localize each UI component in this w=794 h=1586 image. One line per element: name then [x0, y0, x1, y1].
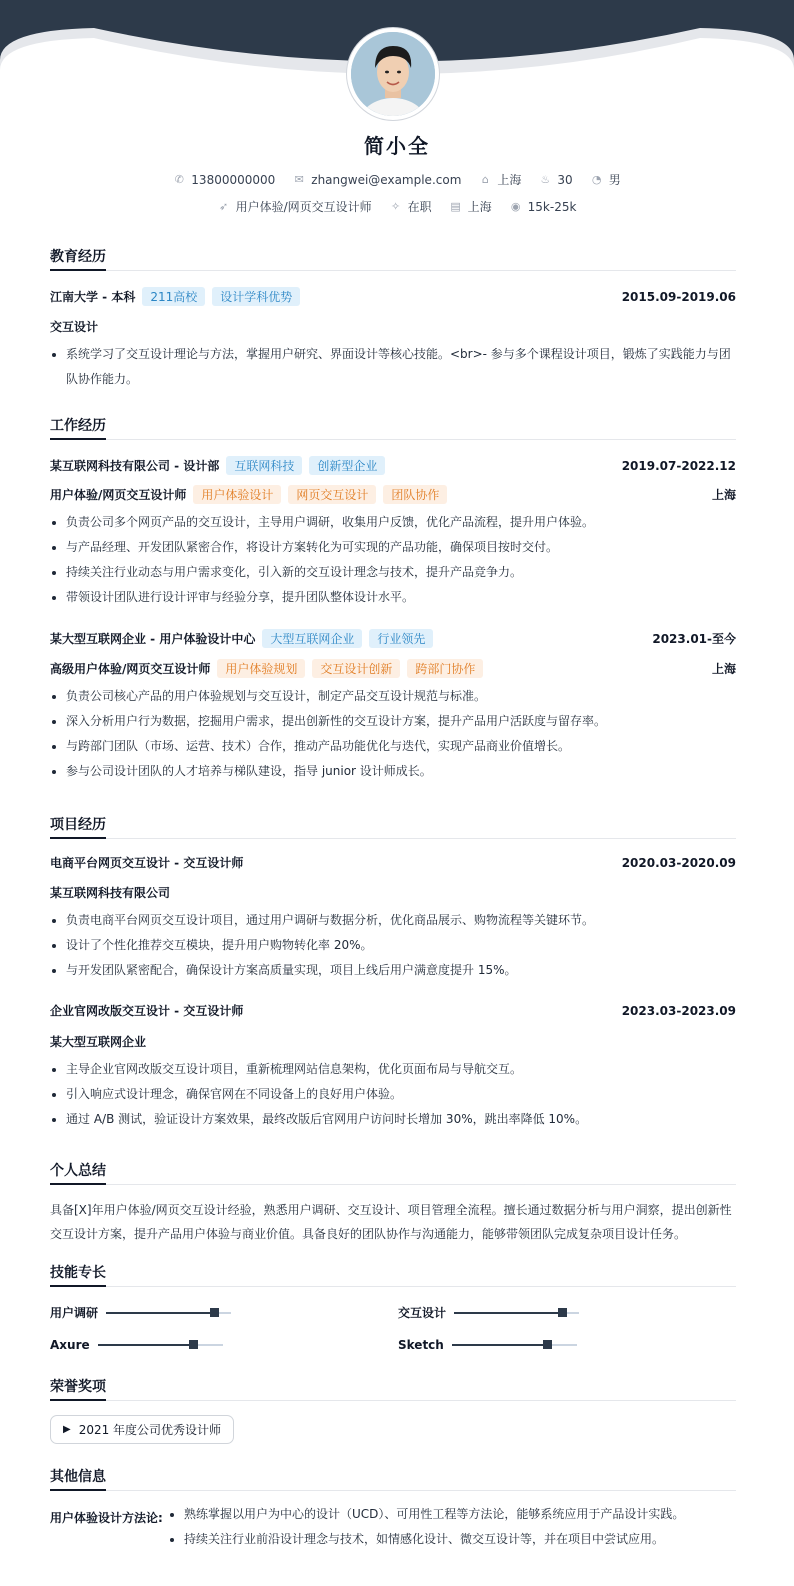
work-date: 2023.01-至今 — [652, 632, 736, 646]
company-tag: 大型互联网企业 — [262, 629, 362, 648]
role-title: 用户体验/网页交互设计师 — [50, 488, 187, 502]
list-item: 与跨部门团队（市场、运营、技术）合作，推动产品功能优化与迭代，实现产品商业价值增长。 — [50, 734, 736, 759]
skill-bar — [98, 1344, 223, 1346]
award-item[interactable] — [50, 1415, 234, 1444]
work-date: 2019.07-2022.12 — [621, 458, 736, 473]
coin-icon: ◉ — [510, 199, 521, 213]
school-tag: 211高校 — [142, 287, 205, 306]
other-label: 用户体验设计方法论: — [50, 1511, 163, 1525]
list-item: 持续关注行业前沿设计理念与技术，如情感化设计、微交互设计等，并在项目中尝试应用。 — [168, 1527, 738, 1552]
project-header — [50, 1002, 736, 1019]
list-item: 与产品经理、开发团队紧密合作，将设计方案转化为可实现的产品功能，确保项目按时交付。 — [50, 535, 736, 560]
skill-item — [398, 1304, 579, 1321]
school-name: 江南大学 - 本科 — [50, 290, 136, 304]
section-title-other: 其他信息 — [50, 1466, 736, 1491]
list-item: 深入分析用户行为数据，挖掘用户需求，提出创新性的交互设计方案，提升产品用户活跃度与留存率。 — [50, 709, 736, 734]
target-city-text: 上海 — [467, 200, 492, 214]
gender-icon: ◔ — [591, 172, 602, 186]
work-bullets — [50, 684, 736, 784]
work-role-row — [50, 659, 736, 678]
job-intent-row — [0, 198, 794, 215]
section-title-projects: 项目经历 — [50, 814, 736, 839]
section-title-summary: 个人总结 — [50, 1160, 736, 1185]
company-tag: 行业领先 — [369, 629, 433, 648]
work-header — [50, 629, 736, 648]
email-text: zhangwei@example.com — [311, 172, 462, 187]
building-icon: ▤ — [450, 199, 461, 213]
education-date: 2015.09-2019.06 — [621, 289, 736, 304]
role-title: 高级用户体验/网页交互设计师 — [50, 662, 211, 676]
project-date: 2023.03-2023.09 — [621, 1003, 736, 1018]
cake-icon: ♨ — [540, 172, 551, 186]
section-title-education: 教育经历 — [50, 246, 736, 271]
project-header — [50, 854, 736, 871]
project-bullets — [50, 908, 736, 983]
list-item: 设计了个性化推荐交互模块，提升用户购物转化率 20%。 — [50, 933, 736, 958]
list-item: 系统学习了交互设计理论与方法，掌握用户研究、界面设计等核心技能。<br>- 参与多个课程设计项目，锻炼了实践能力与团队协作能力。 — [50, 342, 736, 392]
salary-text: 15k-25k — [527, 199, 577, 214]
project-date: 2020.03-2020.09 — [621, 855, 736, 870]
status-text: 在职 — [407, 200, 432, 214]
list-item: 熟练掌握以用户为中心的设计（UCD）、可用性工程等方法论，能够系统应用于产品设计实践。 — [168, 1502, 738, 1527]
skill-name: 用户调研 — [50, 1306, 99, 1320]
city-item — [479, 171, 521, 188]
list-item: 负责公司多个网页产品的交互设计，主导用户调研，收集用户反馈，优化产品流程，提升用户体验。 — [50, 510, 736, 535]
skill-bar — [452, 1344, 577, 1346]
role-tag: 交互设计创新 — [312, 659, 400, 678]
work-role-row — [50, 485, 736, 504]
list-item: 负责公司核心产品的用户体验规划与交互设计，制定产品交互设计规范与标准。 — [50, 684, 736, 709]
role-item — [218, 198, 372, 215]
phone-icon: ✆ — [174, 172, 184, 186]
work-location: 上海 — [711, 662, 736, 676]
list-item: 引入响应式设计理念，确保官网在不同设备上的良好用户体验。 — [50, 1082, 736, 1107]
role-tag: 网页交互设计 — [288, 485, 376, 504]
skill-name: 交互设计 — [398, 1306, 447, 1320]
section-title-work: 工作经历 — [50, 415, 736, 440]
candidate-name: 简小全 — [364, 134, 430, 158]
list-item: 带领设计团队进行设计评审与经验分享，提升团队整体设计水平。 — [50, 585, 736, 610]
company-tag: 互联网科技 — [226, 456, 302, 475]
project-title: 电商平台网页交互设计 - 交互设计师 — [50, 856, 244, 870]
role-tag: 团队协作 — [383, 485, 447, 504]
list-item: 通过 A/B 测试，验证设计方案效果，最终改版后官网用户访问时长增加 30%，跳出率降低 10%。 — [50, 1107, 736, 1132]
list-item: 参与公司设计团队的人才培养与梯队建设，指导 junior 设计师成长。 — [50, 759, 736, 784]
skill-name: Axure — [50, 1338, 90, 1352]
avatar — [347, 28, 439, 120]
status-icon: ✧ — [391, 199, 401, 213]
gender-text: 男 — [608, 173, 621, 187]
skill-bar — [454, 1312, 579, 1314]
role-tag: 用户体验规划 — [217, 659, 305, 678]
play-icon: ▶ — [63, 1424, 71, 1435]
skill-bar — [106, 1312, 231, 1314]
phone-text: 13800000000 — [191, 172, 276, 187]
work-location: 上海 — [711, 488, 736, 502]
home-icon: ⌂ — [481, 172, 489, 186]
list-item: 持续关注行业动态与用户需求变化，引入新的交互设计理念与技术，提升产品竞争力。 — [50, 560, 736, 585]
age-item — [539, 173, 572, 187]
skill-item — [50, 1338, 223, 1352]
education-bullets — [50, 342, 736, 392]
gender-item — [591, 171, 621, 188]
email-item — [293, 173, 461, 187]
list-item: 主导企业官网改版交互设计项目，重新梳理网站信息架构，优化页面布局与导航交互。 — [50, 1057, 736, 1082]
age-text: 30 — [557, 172, 573, 187]
education-header — [50, 287, 736, 306]
list-item: 与开发团队紧密配合，确保设计方案高质量实现，项目上线后用户满意度提升 15%。 — [50, 958, 736, 983]
status-item — [390, 198, 432, 215]
city-text: 上海 — [497, 173, 522, 187]
skill-item — [50, 1304, 231, 1321]
project-company: 某大型互联网企业 — [50, 1035, 147, 1049]
contact-row — [0, 171, 794, 188]
section-title-skills: 技能专长 — [50, 1262, 736, 1287]
salary-item — [510, 200, 577, 214]
send-icon: ➶ — [218, 199, 229, 213]
company-name: 某互联网科技有限公司 - 设计部 — [50, 459, 220, 473]
project-bullets — [50, 1057, 736, 1132]
school-tag: 设计学科优势 — [212, 287, 300, 306]
education-major: 交互设计 — [50, 320, 99, 334]
role-tag: 用户体验设计 — [193, 485, 281, 504]
role-tag: 跨部门协作 — [407, 659, 483, 678]
list-item: 负责电商平台网页交互设计项目，通过用户调研与数据分析，优化商品展示、购物流程等关键环节。 — [50, 908, 736, 933]
role-text: 用户体验/网页交互设计师 — [235, 200, 372, 214]
company-tag: 创新型企业 — [309, 456, 385, 475]
other-bullets — [168, 1502, 738, 1552]
award-label: 2021 年度公司优秀设计师 — [78, 1423, 222, 1437]
skill-name: Sketch — [398, 1338, 444, 1352]
mail-icon: ✉ — [294, 172, 304, 186]
section-title-awards: 荣誉奖项 — [50, 1376, 736, 1401]
project-company: 某互联网科技有限公司 — [50, 886, 171, 900]
target-city-item — [450, 198, 492, 215]
work-header — [50, 456, 736, 475]
project-title: 企业官网改版交互设计 - 交互设计师 — [50, 1004, 244, 1018]
phone-item — [173, 173, 275, 187]
work-bullets — [50, 510, 736, 610]
skill-item — [398, 1338, 577, 1352]
summary-text: 具备[X]年用户体验/网页交互设计经验，熟悉用户调研、交互设计、项目管理全流程。擅长通过数据分析与用户洞察，提出创新性交互设计方案，提升产品用户体验与商业价值。具备良好的团队协作与沟通能力，能够带领团队完成复杂项目设计任务。 — [50, 1203, 732, 1241]
company-name: 某大型互联网企业 - 用户体验设计中心 — [50, 632, 256, 646]
